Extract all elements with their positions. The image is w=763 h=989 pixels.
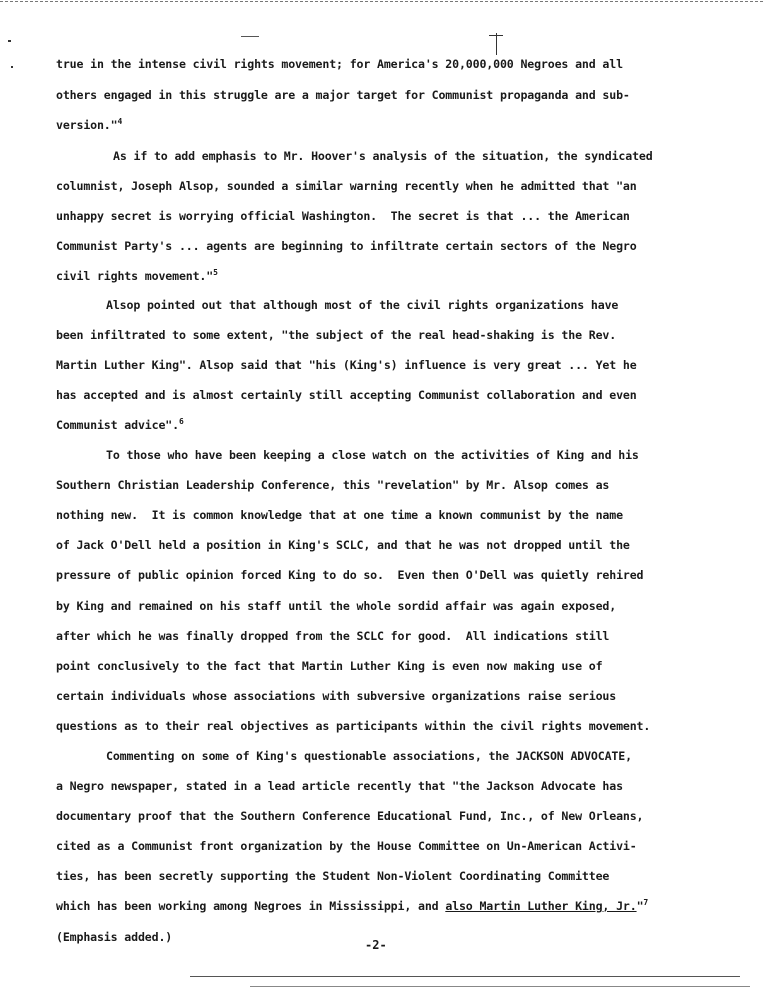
text-line: has accepted and is almost certainly still accepting Communist collaboration and even <box>56 388 637 402</box>
text-line: ties, has been secretly supporting the Student Non-Violent Coordinating Committee <box>56 869 610 883</box>
text-line: Southern Christian Leadership Conference, this "revelation" by Mr. Alsop comes as <box>56 478 610 492</box>
closing-quote: " <box>636 899 644 913</box>
text-line: Martin Luther King". Alsop said that "his (King's) influence is very great ... Yet he <box>56 358 637 372</box>
footnote-marker: 7 <box>643 898 649 907</box>
text-span: civil rights movement. <box>56 269 207 283</box>
text-line <box>56 118 122 132</box>
text-line: Commenting on some of King's questionable associations, the JACKSON ADVOCATE, <box>106 749 632 763</box>
text-line: (Emphasis added.) <box>56 930 173 944</box>
bottom-rule <box>190 976 740 977</box>
bottom-rule <box>250 986 750 987</box>
footnote-marker: 4 <box>117 117 123 126</box>
scan-mark <box>489 35 503 36</box>
text-line <box>56 418 184 432</box>
text-span: Communist advice". <box>56 418 179 432</box>
text-line: a Negro newspaper, stated in a lead article recently that "the Jackson Advocate has <box>56 779 623 793</box>
text-line: point conclusively to the fact that Martin Luther King is even now making use of <box>56 659 603 673</box>
text-line: by King and remained on his staff until the whole sordid affair was again exposed, <box>56 599 617 613</box>
text-line: Communist Party's ... agents are beginning to infiltrate certain sectors of the Negro <box>56 239 637 253</box>
text-line <box>56 269 218 283</box>
text-span: which has been working among Negroes in Mississippi, and <box>56 899 446 913</box>
closing-quote: " <box>110 118 118 132</box>
footnote-marker: 6 <box>178 417 184 426</box>
text-line: columnist, Joseph Alsop, sounded a similar warning recently when he admitted that "an <box>56 179 637 193</box>
scan-mark <box>496 33 497 55</box>
text-line: after which he was finally dropped from the SCLC for good. All indications still <box>56 629 610 643</box>
scan-mark <box>241 36 259 37</box>
text-line: cited as a Communist front organization by the House Committee on Un-American Activi- <box>56 839 637 853</box>
text-line <box>56 899 648 913</box>
scan-mark <box>11 66 13 68</box>
text-line: of Jack O'Dell held a position in King's SCLC, and that he was not dropped until the <box>56 538 630 552</box>
text-line: unhappy secret is worrying official Washington. The secret is that ... the American <box>56 209 630 223</box>
text-line: questions as to their real objectives as participants within the civil rights movement. <box>56 719 651 733</box>
scan-mark <box>8 40 11 42</box>
text-line: Alsop pointed out that although most of the civil rights organizations have <box>106 298 619 312</box>
page-number: -2- <box>365 938 387 952</box>
text-span: version. <box>56 118 111 132</box>
top-border <box>0 1 763 2</box>
text-line: As if to add emphasis to Mr. Hoover's analysis of the situation, the syndicated <box>113 149 653 163</box>
text-line: certain individuals whose associations with subversive organizations raise serious <box>56 689 617 703</box>
closing-quote: " <box>206 269 214 283</box>
text-line: been infiltrated to some extent, "the subject of the real head-shaking is the Rev. <box>56 328 617 342</box>
text-line: pressure of public opinion forced King to do so. Even then O'Dell was quietly rehired <box>56 568 644 582</box>
text-line: others engaged in this struggle are a major target for Communist propaganda and sub- <box>56 88 630 102</box>
text-line: To those who have been keeping a close watch on the activities of King and his <box>106 448 639 462</box>
text-line: documentary proof that the Southern Conference Educational Fund, Inc., of New Orleans, <box>56 809 644 823</box>
text-line: true in the intense civil rights movement; for America's 20,000,000 Negroes and all <box>56 57 623 71</box>
footnote-marker: 5 <box>213 268 218 277</box>
emphasized-text: also Martin Luther King, Jr. <box>445 899 637 913</box>
text-line: nothing new. It is common knowledge that at one time a known communist by the name <box>56 508 623 522</box>
